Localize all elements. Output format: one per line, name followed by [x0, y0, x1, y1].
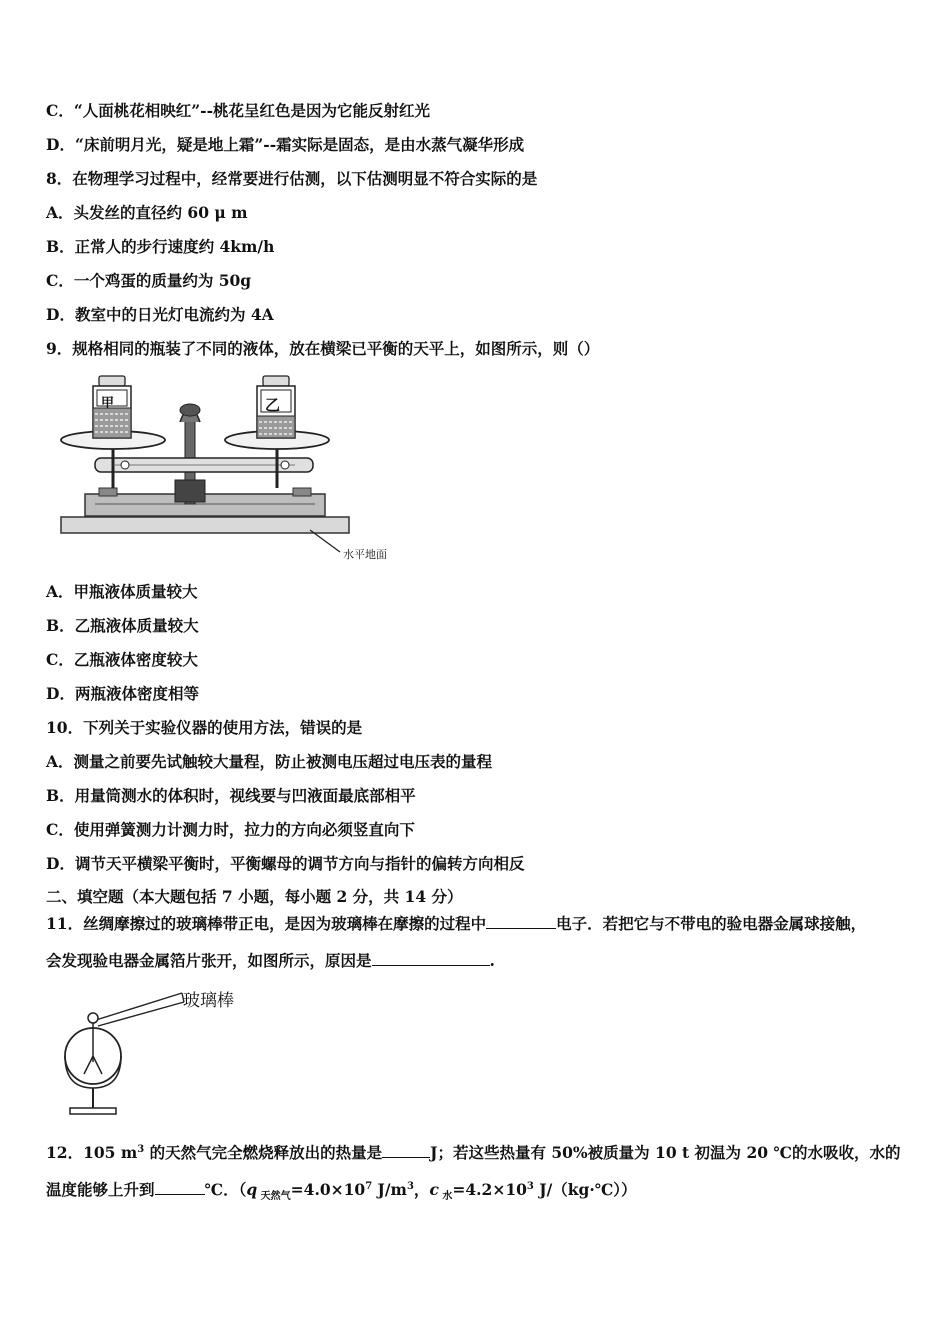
- q-subscript: 天然气: [257, 1191, 291, 1203]
- left-bottle-label: 甲: [101, 396, 115, 411]
- q12-text-5: ℃．（: [204, 1180, 247, 1199]
- q11-blank-2[interactable]: [372, 951, 490, 966]
- right-bottle-label: 乙: [265, 396, 281, 414]
- q9-stem: 9．规格相同的瓶装了不同的液体，放在横梁已平衡的天平上，如图所示，则（）: [46, 339, 600, 358]
- q8-option-b: B．正常人的步行速度约 4km/h: [46, 237, 275, 256]
- q10-option-d: D．调节天平横梁平衡时，平衡螺母的调节方向与指针的偏转方向相反: [46, 854, 525, 873]
- q11-blank-1[interactable]: [486, 914, 556, 929]
- c-unit: J/（kg·℃））: [533, 1180, 637, 1199]
- electroscope-figure: [60, 990, 190, 1122]
- q11-line1: [46, 914, 866, 934]
- c-symbol: c: [429, 1180, 439, 1199]
- q8-option-a: A．头发丝的直径约 60 μ m: [46, 203, 248, 222]
- q12-line2: [46, 1180, 637, 1203]
- q10-stem: 10．下列关于实验仪器的使用方法，错误的是: [46, 718, 363, 737]
- q10-option-a: A．测量之前要先试触较大量程，防止被测电压超过电压表的量程: [46, 752, 493, 771]
- q9-option-a: A．甲瓶液体质量较大: [46, 582, 198, 601]
- q7-option-c: C．“人面桃花相映红”--桃花呈红色是因为它能反射红光: [46, 101, 431, 120]
- q12-blank-1[interactable]: [382, 1143, 430, 1158]
- glass-rod-label: 玻璃棒: [183, 991, 234, 1011]
- c-exponent: 3: [526, 1180, 534, 1192]
- q8-option-c: C．一个鸡蛋的质量约为 50g: [46, 271, 252, 290]
- q12-text-3: J；若这些热量有 50%被质量为 10 t 初温为 20 ℃的水吸收，水的: [430, 1143, 901, 1162]
- q7-option-d: D．“床前明月光，疑是地上霜”--霜实际是固态，是由水蒸气凝华形成: [46, 135, 525, 154]
- section-heading: 二、填空题（本大题包括 7 小题，每小题 2 分，共 14 分）: [46, 887, 463, 906]
- q9-option-d: D．两瓶液体密度相等: [46, 684, 199, 703]
- c-subscript: 水: [438, 1191, 453, 1203]
- q-exponent: 7: [365, 1180, 373, 1192]
- q8-option-d: D．教室中的日光灯电流约为 4A: [46, 305, 274, 324]
- q12-line1: [46, 1143, 901, 1163]
- q9-option-c: C．乙瓶液体密度较大: [46, 650, 198, 669]
- q9-option-b: B．乙瓶液体质量较大: [46, 616, 199, 635]
- q11-text-1: 11．丝绸摩擦过的玻璃棒带正电，是因为玻璃棒在摩擦的过程中: [46, 914, 487, 933]
- q11-text-4: .: [489, 951, 495, 970]
- q12-volume-exponent: 3: [137, 1143, 145, 1155]
- q12-text-4: 温度能够上升到: [46, 1180, 155, 1199]
- q11-line2: [46, 951, 495, 971]
- q-symbol: q: [246, 1180, 258, 1199]
- q8-stem: 8．在物理学习过程中，经常要进行估测，以下估测明显不符合实际的是: [46, 169, 538, 188]
- q-value: =4.0×10: [290, 1180, 366, 1199]
- q-unit-exponent: 3: [406, 1180, 414, 1192]
- q12-blank-2[interactable]: [155, 1180, 205, 1195]
- q10-option-b: B．用量筒测水的体积时，视线要与凹液面最底部相平: [46, 786, 416, 805]
- q-unit: J/m: [372, 1180, 407, 1199]
- q12-text-2: 的天然气完全燃烧释放出的热量是: [144, 1143, 383, 1162]
- q10-option-c: C．使用弹簧测力计测力时，拉力的方向必须竖直向下: [46, 820, 415, 839]
- q11-text-2: 电子．若把它与不带电的验电器金属球接触，: [556, 914, 867, 933]
- q11-text-3: 会发现验电器金属箔片张开，如图所示，原因是: [46, 951, 372, 970]
- c-value: =4.2×10: [452, 1180, 527, 1199]
- q12-text-1: 12．105 m: [46, 1143, 138, 1162]
- c-separator: ，: [413, 1180, 430, 1199]
- ground-label: 水平地面: [343, 548, 387, 561]
